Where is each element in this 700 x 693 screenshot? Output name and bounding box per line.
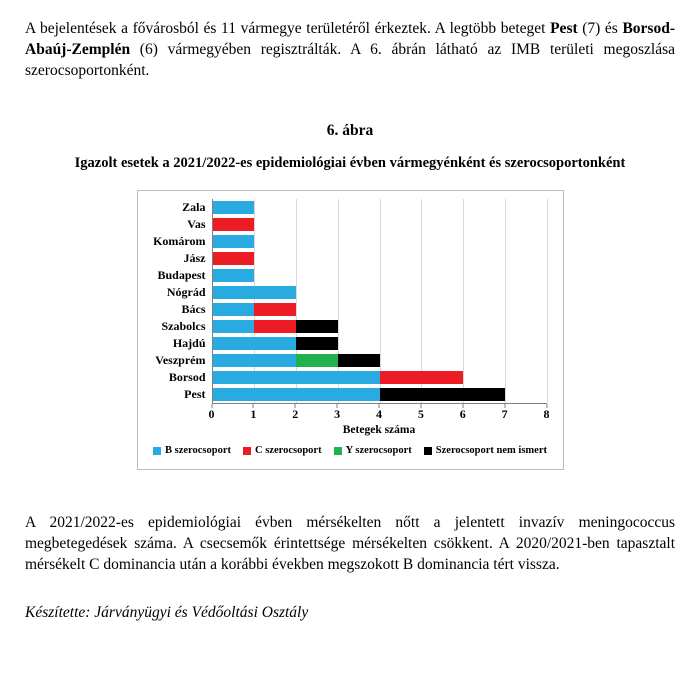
y-axis-labels xyxy=(138,199,212,404)
legend-label: Y szerocsoport xyxy=(345,445,412,456)
bar-segment xyxy=(213,354,297,367)
bar xyxy=(213,388,547,401)
tick-label: 0 xyxy=(208,407,215,421)
x-axis-title: Betegek száma xyxy=(342,424,416,436)
category-label: Jász xyxy=(183,251,206,265)
category-label: Szabolcs xyxy=(161,319,206,333)
paragraph-summary xyxy=(25,512,675,575)
bar xyxy=(213,235,547,248)
bar-segment xyxy=(213,303,255,316)
bold-text-run: Pest xyxy=(550,20,578,37)
bar xyxy=(213,371,547,384)
bar-segment xyxy=(254,303,296,316)
bar-segment xyxy=(338,354,380,367)
bar-row xyxy=(213,301,547,318)
category-label: Vas xyxy=(187,217,206,231)
bar-row xyxy=(213,216,547,233)
bar xyxy=(213,303,547,316)
bar-segment xyxy=(213,218,255,231)
chart-plot-wrap xyxy=(138,199,563,404)
bar-segment xyxy=(296,337,338,350)
bar-row xyxy=(213,386,547,403)
legend-item xyxy=(424,445,547,456)
bar-segment xyxy=(213,286,297,299)
bar xyxy=(213,252,547,265)
legend-swatch xyxy=(243,447,251,455)
author-note: Készítette: Járványügyi és Védőoltási Osztály xyxy=(25,604,309,621)
bar-segment xyxy=(296,320,338,333)
bar-row xyxy=(213,284,547,301)
bar-segment xyxy=(380,371,464,384)
tick-label: 7 xyxy=(501,407,508,421)
bar xyxy=(213,337,547,350)
paragraph-intro xyxy=(25,18,675,81)
figure-title: Igazolt esetek a 2021/2022-es epidemiológiai évben vármegyénként és szerocsoportonként xyxy=(74,155,626,171)
category-label: Bács xyxy=(181,302,206,316)
bar-row xyxy=(213,369,547,386)
tick-label: 6 xyxy=(459,407,466,421)
category-label: Zala xyxy=(182,200,206,214)
bar-row xyxy=(213,233,547,250)
bar-segment xyxy=(213,320,255,333)
bar-row xyxy=(213,267,547,284)
x-axis-ticks xyxy=(208,404,550,423)
figure-number: 6. ábra xyxy=(326,122,374,139)
bar-row xyxy=(213,335,547,352)
bar-row xyxy=(213,250,547,267)
category-label: Borsod xyxy=(168,370,206,384)
tick-label: 5 xyxy=(417,407,424,421)
tick-label: 3 xyxy=(334,407,341,421)
bar-segment xyxy=(213,269,255,282)
bar-row xyxy=(213,199,547,216)
bar-segment xyxy=(254,320,296,333)
legend-swatch xyxy=(334,447,342,455)
bold-text-run: Borsod-Abaúj-Zemplén xyxy=(25,20,675,58)
tick-label: 8 xyxy=(543,407,550,421)
chart-figure xyxy=(137,190,564,470)
text-run: (6) vármegyében regisztrálták. A 6. ábrán látható az IMB területi megoszlása szerocsoportonként. xyxy=(25,41,675,79)
x-axis xyxy=(138,404,563,423)
tick-label: 2 xyxy=(292,407,299,421)
text-run: (7) és xyxy=(577,20,623,37)
legend-label: Szerocsoport nem ismert xyxy=(435,445,547,456)
bar-segment xyxy=(380,388,505,401)
legend-item xyxy=(334,445,412,456)
bar-row xyxy=(213,352,547,369)
bar-segment xyxy=(296,354,338,367)
bar-segment xyxy=(213,252,255,265)
x-axis-spacer xyxy=(138,404,212,423)
chart-legend xyxy=(138,445,563,456)
bar xyxy=(213,286,547,299)
plot-area xyxy=(212,199,547,404)
legend-swatch xyxy=(153,447,161,455)
tick-label: 4 xyxy=(376,407,382,421)
gridline xyxy=(547,199,548,403)
category-label: Nógrád xyxy=(166,285,206,299)
legend-label: C szerocsoport xyxy=(255,445,322,456)
legend-item xyxy=(243,445,322,456)
bar xyxy=(213,218,547,231)
bar-segment xyxy=(213,235,255,248)
category-label: Pest xyxy=(184,387,206,401)
text-run: A 2021/2022-es epidemiológiai évben mérsékelten nőtt a jelentett invazív meningococcus megbetegedések száma. A csecsemők érintettsége mérsékelten csökkent. A 2020/2021-ben tapasztalt mérsékelt C dominancia után a korábbi években megszokott B dominancia tért vissza. xyxy=(25,514,675,573)
legend-swatch xyxy=(424,447,432,455)
bar xyxy=(213,320,547,333)
legend-label: B szerocsoport xyxy=(165,445,231,456)
bar xyxy=(213,201,547,214)
category-label: Veszprém xyxy=(155,353,206,367)
bar-segment xyxy=(213,337,297,350)
bar-segment xyxy=(213,388,380,401)
bar-row xyxy=(213,318,547,335)
tick-label: 1 xyxy=(250,407,257,421)
legend-item xyxy=(153,445,231,456)
bar-segment xyxy=(213,201,255,214)
category-label: Komárom xyxy=(153,234,206,248)
category-label: Budapest xyxy=(157,268,206,282)
category-label: Hajdú xyxy=(172,336,206,350)
bar-segment xyxy=(213,371,380,384)
text-run: A bejelentések a fővárosból és 11 vármegye területéről érkeztek. A legtöbb beteget xyxy=(25,20,551,37)
bar xyxy=(213,269,547,282)
bar xyxy=(213,354,547,367)
